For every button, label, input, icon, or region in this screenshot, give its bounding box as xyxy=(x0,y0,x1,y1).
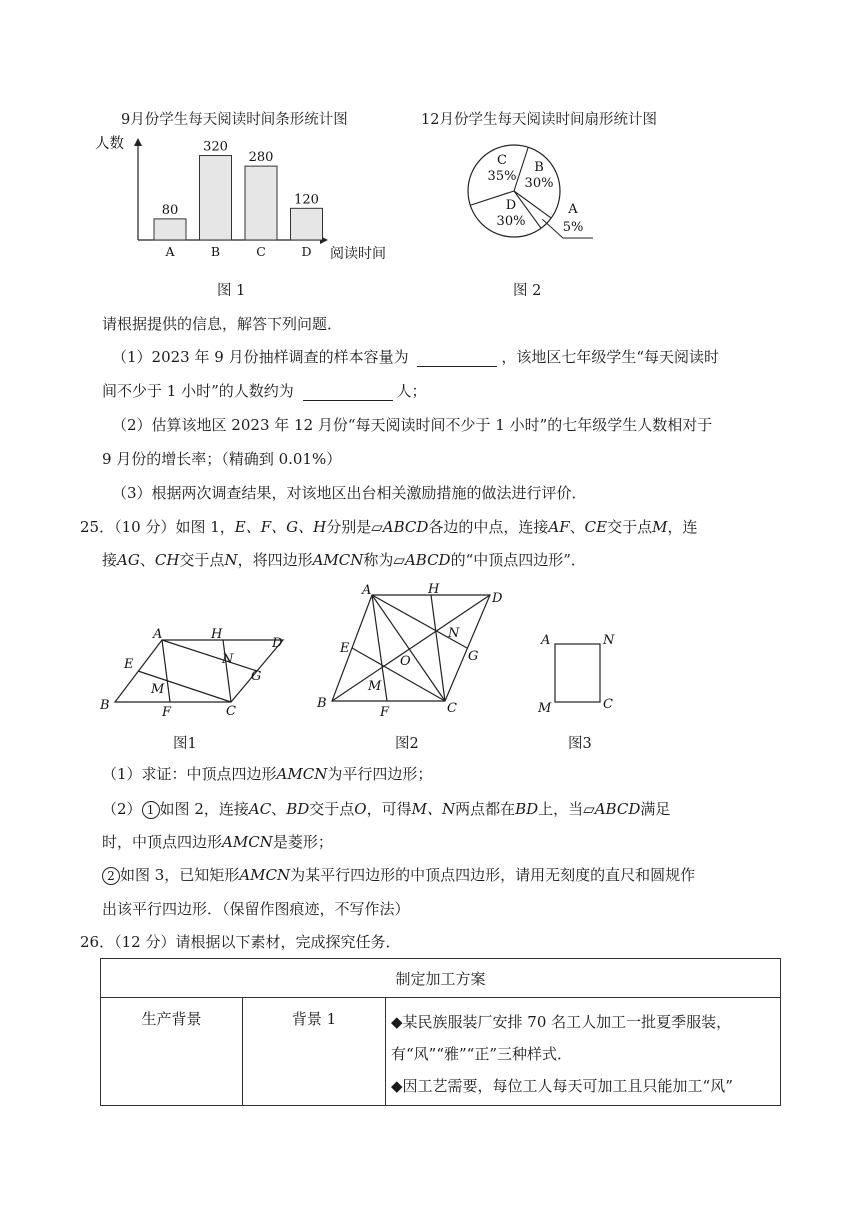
bar-D xyxy=(291,208,323,240)
bar-value-label-A: 80 xyxy=(161,202,179,218)
pie-label-pct-A: 5% xyxy=(562,220,584,235)
geometry-figure-2-caption: 图2 xyxy=(395,736,419,752)
pie-label-pct-D: 30% xyxy=(496,214,526,229)
label-C: C xyxy=(447,701,457,716)
label-D: D xyxy=(492,591,503,606)
parallelogram-symbol: ▱ xyxy=(393,551,405,569)
figure-1-caption: 图 1 xyxy=(217,283,246,299)
bar-A xyxy=(154,219,186,240)
bar-chart xyxy=(95,130,415,265)
label-B: B xyxy=(317,696,327,711)
x-tick-label-D: D xyxy=(301,244,312,259)
parallelogram-symbol: ▱ xyxy=(583,800,595,818)
label-A: A xyxy=(541,633,551,648)
q25-part3-line1: 2 如图 3，已知矩形AMCN为某平行四边形的中顶点四边形，请用无刻度的直尺和圆规作 xyxy=(102,865,695,885)
geometry-figure-3-caption: 图3 xyxy=(568,736,592,752)
label-G: G xyxy=(468,649,479,664)
q26-intro: 26．（12 分）请根据以下素材，完成探究任务． xyxy=(80,933,401,951)
label-M: M xyxy=(368,679,382,694)
q24-part2-line1: （2）估算该地区 2023 年 12 月份“每天阅读时间不少于 1 小时”的七年级学生人数相对于 xyxy=(112,416,713,434)
bar-C xyxy=(245,166,277,240)
label-E: E xyxy=(124,657,134,672)
pie-chart xyxy=(455,135,600,245)
label-H: H xyxy=(211,627,223,642)
bullet-line-1: ◆某民族服装厂安排 70 名工人加工一批夏季服装， xyxy=(391,1013,732,1031)
figure-2-caption: 图 2 xyxy=(513,283,542,299)
q24-intro: 请根据提供的信息，解答下列问题． xyxy=(102,315,343,333)
q24-part2-line2: 9 月份的增长率；（精确到 0.01%） xyxy=(102,450,342,468)
x-tick-label-C: C xyxy=(256,244,266,259)
bar-value-label-D: 120 xyxy=(294,192,319,208)
circled-number-2: 2 xyxy=(102,867,120,885)
circled-number-1: 1 xyxy=(142,801,160,819)
bullet-line-2: ◆因工艺需要，每位工人每天可加工且只能加工“风” xyxy=(391,1077,733,1095)
table-title: 制定加工方案 xyxy=(101,959,781,998)
q25-part2-line1: （2） 1 如图 2，连接AC、BD交于点O，可得M、N两点都在BD上，当▱ABCD满足 xyxy=(102,800,671,818)
q24-part3: （3）根据两次调查结果，对该地区出台相关激励措施的做法进行评价． xyxy=(112,484,587,502)
label-C: C xyxy=(226,704,236,719)
processing-plan-table xyxy=(100,958,781,1106)
q25-part2-line2: 时，中顶点四边形AMCN是菱形； xyxy=(102,833,333,851)
bar-chart-title: 9月份学生每天阅读时间条形统计图 xyxy=(121,112,348,128)
label-O: O xyxy=(400,654,411,669)
label-F: F xyxy=(162,705,172,720)
label-H: H xyxy=(428,582,440,597)
bar-value-label-B: 320 xyxy=(203,139,228,155)
parallelogram-symbol: ▱ xyxy=(371,518,383,536)
q24-part1-line2: 间不少于 1 小时”的人数约为 人； xyxy=(102,382,427,400)
label-A: A xyxy=(362,583,372,598)
pie-label-cat-D: D xyxy=(505,198,517,213)
y-axis-label: 人数 xyxy=(95,136,124,152)
pie-label-cat-B: B xyxy=(534,160,544,175)
label-E: E xyxy=(340,641,350,656)
label-N: N xyxy=(448,626,460,641)
label-B: B xyxy=(100,698,110,713)
bar-B xyxy=(200,156,232,240)
geometry-figure-1 xyxy=(95,622,295,722)
label-A: A xyxy=(153,627,163,642)
q25-line2: 接AG、CH交于点N，将四边形AMCN称为▱ABCD的“中顶点四边形”． xyxy=(102,551,586,569)
x-tick-label-A: A xyxy=(165,244,175,259)
q25-line1: 25．（10 分）如图 1，E、F、G、H分别是▱ABCD各边的中点，连接AF、CE交于点M，连 xyxy=(80,518,698,536)
pie-label-pct-B: 30% xyxy=(524,176,554,191)
pie-chart-title: 12月份学生每天阅读时间扇形统计图 xyxy=(421,112,657,128)
label-G: G xyxy=(251,669,262,684)
geometry-figure-1-caption: 图1 xyxy=(173,736,197,752)
pie-label-cat-C: C xyxy=(497,153,507,168)
label-M: M xyxy=(151,682,165,697)
q25-part3-line2: 出该平行四边形．（保留作图痕迹，不写作法） xyxy=(102,900,410,918)
table-cell-production-background: 生产背景 xyxy=(101,998,243,1106)
q24-part1-line1: （1）2023 年 9 月份抽样调查的样本容量为 ，该地区七年级学生“每天阅读时 xyxy=(112,348,720,366)
bar-value-label-C: 280 xyxy=(248,150,274,166)
pie-label-cat-A: A xyxy=(568,202,578,217)
label-D: D xyxy=(272,636,283,651)
label-C: C xyxy=(603,697,613,712)
y-axis-arrow xyxy=(134,138,142,146)
label-N: N xyxy=(222,652,234,667)
answer-blank-people-count[interactable] xyxy=(303,384,393,401)
geometry-figure-2 xyxy=(312,580,512,720)
label-F: F xyxy=(380,705,390,720)
x-tick-label-B: B xyxy=(210,244,221,259)
q25-part1: （1）求证：中顶点四边形AMCN为平行四边形； xyxy=(102,765,433,783)
bullet-line-1-cont: 有“风”“雅”“正”三种样式． xyxy=(391,1045,573,1063)
geometry-figure-3 xyxy=(535,628,625,718)
answer-blank-sample-size[interactable] xyxy=(417,350,497,367)
table-cell-background-1: 背景 1 xyxy=(243,998,386,1106)
label-N: N xyxy=(603,633,615,648)
label-M: M xyxy=(538,701,552,716)
x-axis-label: 阅读时间 xyxy=(330,246,386,262)
pie-label-pct-C: 35% xyxy=(487,169,517,184)
table-cell-background-1-content xyxy=(386,998,781,1106)
